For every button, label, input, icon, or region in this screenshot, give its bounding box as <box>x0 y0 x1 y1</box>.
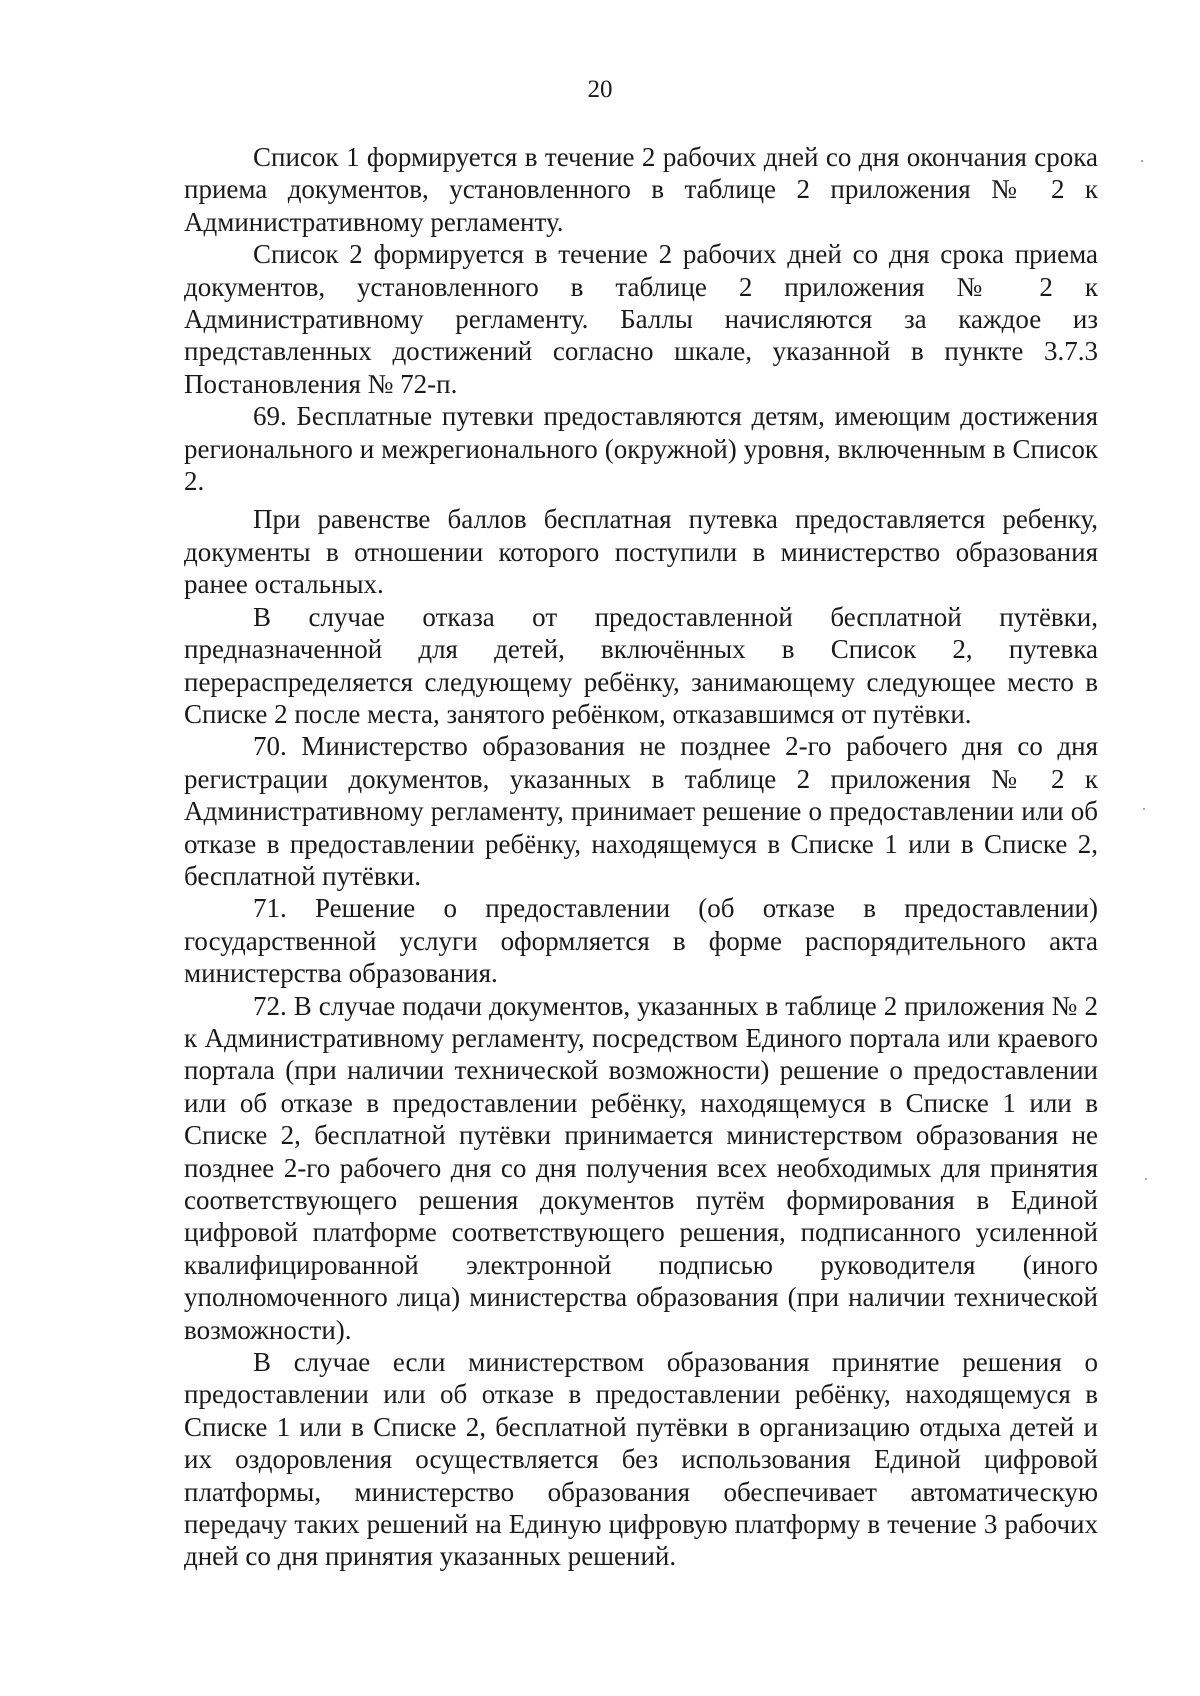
scan-speck <box>1143 808 1145 810</box>
page-number: 20 <box>587 76 613 103</box>
paragraph-72: 72. В случае подачи документов, указанных в таблице 2 приложения № 2 к Административному регламенту, посредством Единого портала или краевого портала (при наличии технической возможности) решение о предоставлении или об отказе в предоставлении ребёнку, находящемуся в Списке 1 или в Списке 2, бесплатной путёвки принимается министерством образования не позднее 2-го рабочего дня со дня получения всех необходимых для принятия соответствующего решения документов путём формирования в Единой цифровой платформе соответствующего решения, подписанного усиленной квалифицированной электронной подписью руководителя (иного уполномоченного лица) министерства образования (при наличии технической возможности). <box>184 990 1098 1345</box>
paragraph-refusal: В случае отказа от предоставленной бесплатной путёвки, предназначенной для детей, включённых в Список 2, путевка перераспределяется следующему ребёнку, занимающему следующее место в Списке 2 после места, занятого ребёнком, отказавшимся от путёвки. <box>184 601 1098 729</box>
scan-speck <box>1141 160 1143 162</box>
paragraph-without-platform: В случае если министерством образования принятие решения о предоставлении или об отказе в предоставлении ребёнку, находящемуся в Списке 1 или в Списке 2, бесплатной путёвки в организацию отдыха детей и их оздоровления осуществляется без использования Единой цифровой платформы, министерство образования обеспечивает автоматическую передачу таких решений на Единую цифровую платформу в течение 3 рабочих дней со дня принятия указанных решений. <box>184 1347 1098 1572</box>
paragraph-list-1: Список 1 формируется в течение 2 рабочих дней со дня окончания срока приема документов, установленного в таблице 2 приложения № 2 к Административному регламенту. <box>184 142 1098 237</box>
document-body <box>184 141 1098 1573</box>
scan-speck <box>1145 1178 1147 1180</box>
paragraph-71: 71. Решение о предоставлении (об отказе в предоставлении) государственной услуги оформляется в форме распорядительного акта министерства образования. <box>184 893 1098 989</box>
paragraph-69: 69. Бесплатные путевки предоставляются детям, имеющим достижения регионального и межрегионального (окружной) уровня, включенным в Список 2. <box>184 401 1098 497</box>
paragraph-list-2: Список 2 формируется в течение 2 рабочих дней со дня срока приема документов, установленного в таблице 2 приложения № 2 к Административному регламенту. Баллы начисляются за каждое из представленных достижений согласно шкале, указанной в пункте 3.7.3 Постановления № 72-п. <box>184 239 1098 399</box>
paragraph-70: 70. Министерство образования не позднее 2-го рабочего дня со дня регистрации документов, указанных в таблице 2 приложения № 2 к Административному регламенту, принимает решение о предоставлении или об отказе в предоставлении ребёнку, находящемуся в Списке 1 или в Списке 2, бесплатной путёвки. <box>184 731 1098 891</box>
paragraph-equal-points: При равенстве баллов бесплатная путевка предоставляется ребенку, документы в отношении которого поступили в министерство образования ранее остальных. <box>184 504 1098 600</box>
